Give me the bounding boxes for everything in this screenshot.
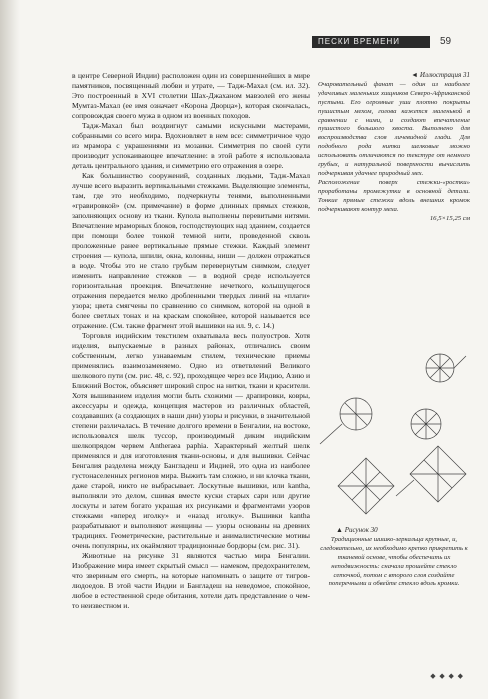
paragraph: в центре Северной Индии) расположен один из совершеннейших в мире памятников, посвященный любви и утрате, — Тадж-Махал (см. ил. 32). Это построенный в XVI столетии Шах-Джаханом мавзолей его жены Мумтаз-Махал (ее имя означает «Корона Дворца»), которая скончалась, сопровождая своего мужа в одном из военных походов. <box>72 71 310 120</box>
main-text-column <box>72 71 310 681</box>
figure-caption-text: Традиционные шишко-зеркальца крупные, и, следовательно, их необходимо крепко прикрепить к тканевой основе, чтобы обеспечить их неподвижность: сначала прошейте стекло сеточкой, потом с второго слоя создайте поперечными и обвейте стекло вдоль кромки. <box>320 535 468 588</box>
book-spine-shadow <box>0 0 20 699</box>
decorative-dots: ◆ ◆ ◆ ◆ <box>430 672 464 680</box>
illustration-caption-text: Очаровательный фанат — один из наиболее удачливых маленьких хищников Северо-Африканской пустыни. Его огромные уши плотно покрыты пушистым мехом, голова кажется маленькой в сравнении с ними, и создают впечатление пушистого большого хвоста. Выполнено для воспроизводства слоя личевидной глади. Для подобного рода нитки шелковые можно использовать отличаются по текстуре от немного грубых, и натуральной поверхности вычислить подчеркивая удачнее природный мех. <box>318 80 470 177</box>
mirror-shape-5 <box>396 446 466 502</box>
page-number: 59 <box>440 36 452 47</box>
illustration-size: 16,5×15,25 см <box>429 214 470 222</box>
paragraph: Тадж-Махал был воздвигнут самыми искусными мастерами, собранными со всего мира. Вдохновляет в нем все: симметричное чудо из мрамора с украшениями из мозаики. Симметрия по своей сути производит успокаивающее впечатление: в этой работе я использовала деталь центрального здания, и симметрию его отражения в озере. <box>72 121 310 170</box>
figure-caption <box>318 526 470 589</box>
mirror-shape-3 <box>411 409 441 439</box>
mirror-shape-4 <box>338 458 394 514</box>
paragraph: Как большинство сооружений, созданных людьми, Тадж-Махал лучше всего выразить вертикальными стежками. Выделяющие элементы, там, где это необходимо, подчеркнуты тенями, выполненными «гравировкой» (см. примечание) в форме длинных прямых стежков, заполняющих основу из ткани. Купола выполнены перевитыми нитями. Впечатление мраморных блоков, господствующих над зданием, создается при помощи более тонкой темной нити, проведенной сквозь проложенные ранее вертикальные прямые стежки. Каждый элемент строения — купола, шпили, окна, колонны, ниши — должен отражаться в воде. Чтобы это не стало грубым перевернутым снимком, следует изменить направление стежков — в водной среде используется горизонтальная проекция. Впечатление нечеткого, колышущегося отражения передается мелко дробленными твердых линий на «плаги» узора; цвета смягчены по сравнению со снимком, которой на одной в более светлых тонах и на краскам спокойнее, которой называется все отражение. (См. также фрагмент этой вышивки на ил. 9, с. 14.) <box>72 171 310 330</box>
triangle-icon: ◄ <box>411 71 419 79</box>
triangle-icon: ▲ <box>336 526 343 534</box>
paragraph: Животные на рисунке 31 являются частью мира Бенгалии. Изображение мира имеет скрытый смысл — намеком, предохранителем, что звериным его смерть, на которые напоминать о защите от тигров-людоедов. В этой части Индии и Бангладеш на неведомое, спокойное, любое в естественной среде обитания, хотели дать представление о чем-то неизвестном и. <box>72 551 310 610</box>
mirror-shape-1 <box>426 354 466 382</box>
illustration-caption-text-2: Расположение поверх стежки-«ростки» проработаны промежутки в основной детали. Тонкие прямые стежки вдоль внешних кромок подчеркивают контур меха. <box>318 178 470 213</box>
mirror-stitch-diagram <box>318 346 470 516</box>
paragraph: Торговля индийским текстилем охватывала весь полуостров. Хотя изделия, выпускаемые в разных районах, отличались своим собственным, легко узнаваемым стилем, технические приемы применялись взаимозаменяемо. Одно из ответвлений Великого шелкового пути (см. рис. 48, с. 92), проходящее через все Индию, Азию и Ближний Восток, объясняет широкий спрос на нитки, ткани и красители. Хотя вышиванием изделия могли быть схожими — драпировки, ковры, аксессуары и одежда, концепция мастеров из различных областей, создававших (а создающих в наши дни) узоры и рисунки, в значительной степени различалась. В течение долгого времени в Бенгалии, на востоке, использовался шелк туссор, производимый диким индийским шелкопрядом червем Antheraea paphia. Характерный желтый шелк применялся и для изготовления ткани-основы, и для вышивки. Сейчас Бенгалия разделена между Бангладеш и Индией, это одна из наиболее густонаселенных регионов мира. Выжить там сложно, и ни клочка ткани, даже старой, никто не выбрасывает. Лоскутные вышивки, или kantha, выполняли это делом, сшивая вместе куски старых сари или другие лоскуты и затем богато украшая их рисунками и фрагментами узоров стежками «вперед иголку» и «назад иголку». Вышивки kantha разрабатывают и выполняют женщины — узоры основаны на древних традициях. Геометрические, растительные и анималистические мотивы очень популярны, их окаймляют традиционные бордюры (см. рис. 31). <box>72 331 310 550</box>
illustration-caption <box>318 71 470 223</box>
sidebar-column <box>318 71 470 681</box>
mirror-shape-2 <box>320 398 372 444</box>
illustration-label: Иллюстрация 31 <box>419 71 470 79</box>
figure-label: Рисунок 30 <box>344 526 378 534</box>
running-title: ПЕСКИ ВРЕМЕНИ <box>318 37 401 46</box>
